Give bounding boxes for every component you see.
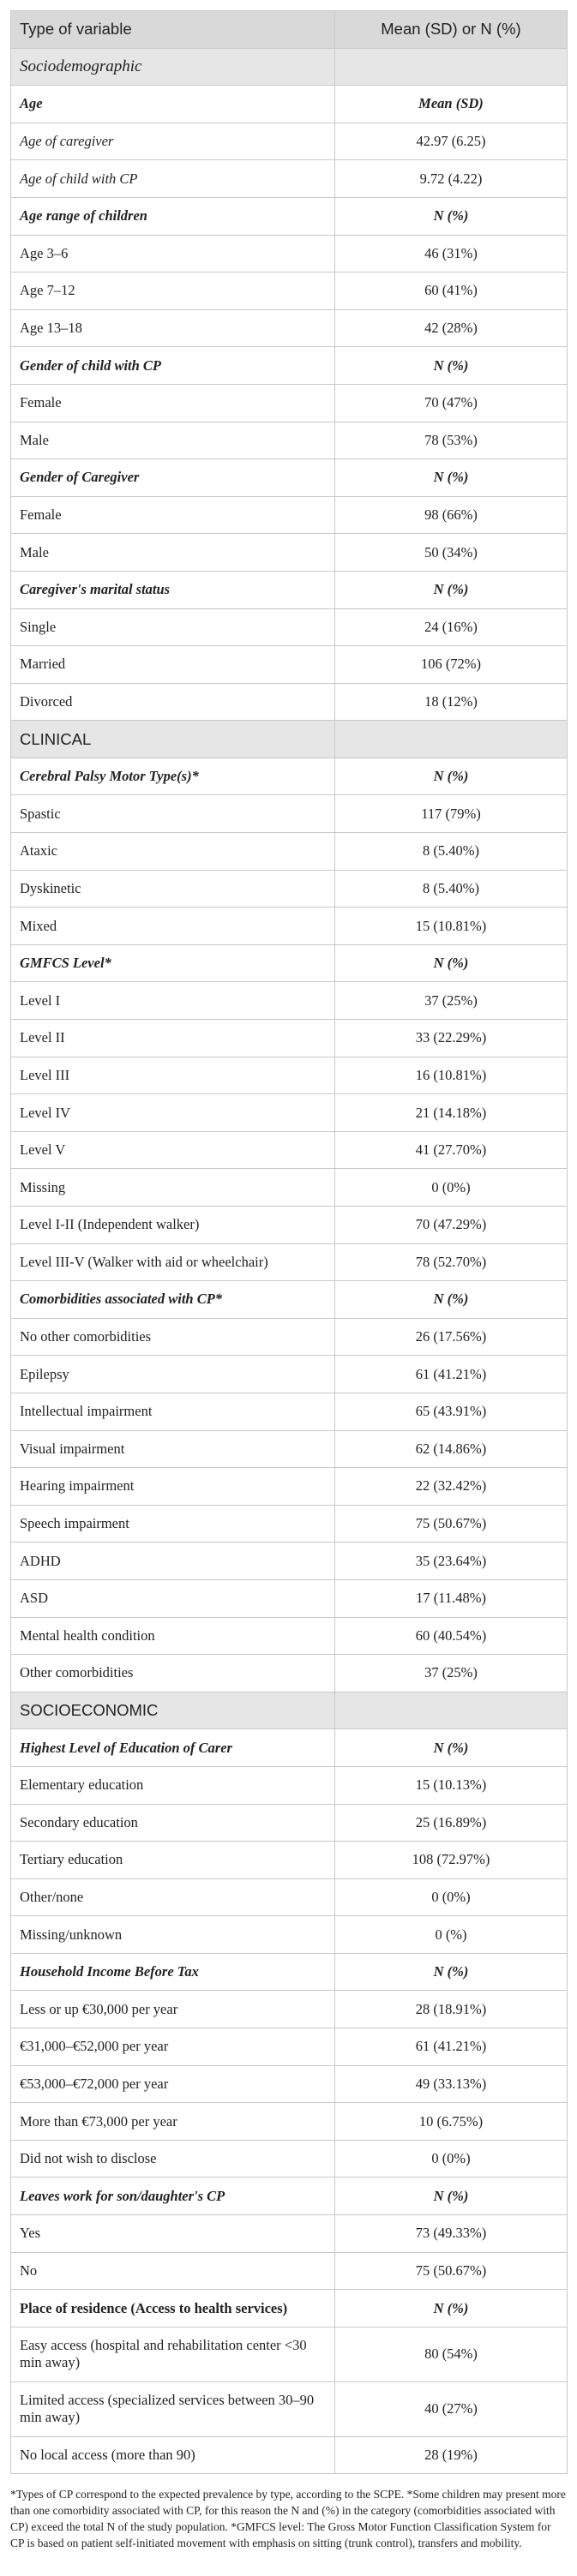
- table-row: [11, 2065, 568, 2103]
- table-row: [11, 1057, 568, 1094]
- value-cell: 46 (31%): [335, 235, 568, 273]
- variable-cell: No local access (more than 90): [11, 2436, 335, 2474]
- table-row: [11, 2028, 568, 2066]
- variable-cell: Hearing impairment: [11, 1468, 335, 1506]
- subheader-row: [11, 571, 568, 608]
- table-row: [11, 1878, 568, 1916]
- variable-cell: Level V: [11, 1131, 335, 1169]
- value-cell: 60 (41%): [335, 273, 568, 310]
- value-cell: N (%): [335, 1729, 568, 1767]
- value-cell: 28 (19%): [335, 2436, 568, 2474]
- variable-cell: Visual impairment: [11, 1430, 335, 1468]
- value-cell: 17 (11.48%): [335, 1579, 568, 1617]
- value-cell: 62 (14.86%): [335, 1430, 568, 1468]
- subheader-row: [11, 459, 568, 497]
- variable-cell: Leaves work for son/daughter's CP: [11, 2178, 335, 2215]
- value-cell: N (%): [335, 2178, 568, 2215]
- table-footnote: *Types of CP correspond to the expected prevalence by type, according to the SCPE. *Some children may present more than one comorbidity associated with CP, for this reason the N and (%) in the category (comorbidities associated with CP) exceed the total N of the study population. *GMFCS level: The Gross Motor Function Classification System for CP is based on patient self-initiated movement with emphasis on sitting (trunk control), transfers and mobility.: [10, 2488, 566, 2550]
- value-cell: 65 (43.91%): [335, 1393, 568, 1430]
- value-cell: N (%): [335, 197, 568, 235]
- variable-cell: Dyskinetic: [11, 870, 335, 908]
- variable-cell: ADHD: [11, 1543, 335, 1580]
- table-row: [11, 2381, 568, 2436]
- table-row: [11, 1916, 568, 1954]
- variable-cell: Did not wish to disclose: [11, 2140, 335, 2178]
- variable-cell: Age: [11, 86, 335, 123]
- subheader-row: [11, 1729, 568, 1767]
- variable-cell: Male: [11, 422, 335, 459]
- variable-cell: Divorced: [11, 683, 335, 721]
- variable-cell: Spastic: [11, 795, 335, 833]
- variable-cell: Sociodemographic: [11, 48, 335, 86]
- table-body: [11, 48, 568, 2474]
- table-row: [11, 1543, 568, 1580]
- variable-cell: Household Income Before Tax: [11, 1953, 335, 1991]
- value-cell: N (%): [335, 1953, 568, 1991]
- table-row: [11, 1356, 568, 1393]
- variable-cell: Highest Level of Education of Carer: [11, 1729, 335, 1767]
- subheader-row: [11, 2178, 568, 2215]
- variable-cell: Limited access (specialized services between 30–90 min away): [11, 2381, 335, 2436]
- value-cell: N (%): [335, 944, 568, 982]
- variable-cell: Single: [11, 608, 335, 646]
- value-cell: 61 (41.21%): [335, 1356, 568, 1393]
- table-row: [11, 1020, 568, 1057]
- value-cell: 75 (50.67%): [335, 2252, 568, 2290]
- variable-cell: Gender of child with CP: [11, 347, 335, 385]
- variable-cell: CLINICAL: [11, 721, 335, 758]
- value-cell: 108 (72.97%): [335, 1842, 568, 1879]
- value-cell: N (%): [335, 459, 568, 497]
- variable-cell: Age of child with CP: [11, 160, 335, 198]
- variable-cell: No: [11, 2252, 335, 2290]
- variable-cell: €31,000–€52,000 per year: [11, 2028, 335, 2066]
- variable-cell: Age 13–18: [11, 309, 335, 347]
- value-cell: 24 (16%): [335, 608, 568, 646]
- value-cell: 16 (10.81%): [335, 1057, 568, 1094]
- table-row: [11, 422, 568, 459]
- table-row: [11, 123, 568, 160]
- variable-cell: No other comorbidities: [11, 1318, 335, 1356]
- section-row: [11, 48, 568, 86]
- value-cell: 40 (27%): [335, 2381, 568, 2436]
- table-row: [11, 833, 568, 871]
- variable-cell: Level III-V (Walker with aid or wheelchair): [11, 1243, 335, 1281]
- table-row: [11, 1468, 568, 1506]
- header-mean-sd-or-n: Mean (SD) or N (%): [335, 11, 568, 49]
- variable-cell: Secondary education: [11, 1804, 335, 1842]
- subheader-row: [11, 347, 568, 385]
- table-row: [11, 870, 568, 908]
- table-row: [11, 1393, 568, 1430]
- value-cell: 80 (54%): [335, 2327, 568, 2381]
- value-cell: 26 (17.56%): [335, 1318, 568, 1356]
- table-row: [11, 908, 568, 945]
- table-row: [11, 1094, 568, 1132]
- table-row: [11, 683, 568, 721]
- table-row: [11, 1804, 568, 1842]
- table-row: [11, 1318, 568, 1356]
- value-cell: [335, 48, 568, 86]
- value-cell: Mean (SD): [335, 86, 568, 123]
- table-row: [11, 235, 568, 273]
- value-cell: 117 (79%): [335, 795, 568, 833]
- variable-cell: Male: [11, 534, 335, 572]
- variable-cell: ASD: [11, 1579, 335, 1617]
- variable-cell: Tertiary education: [11, 1842, 335, 1879]
- value-cell: 8 (5.40%): [335, 833, 568, 871]
- table-row: [11, 1505, 568, 1543]
- value-cell: 0 (%): [335, 1916, 568, 1954]
- value-cell: N (%): [335, 758, 568, 795]
- value-cell: 15 (10.81%): [335, 908, 568, 945]
- table-row: [11, 160, 568, 198]
- variable-cell: Easy access (hospital and rehabilitation center <30 min away): [11, 2327, 335, 2381]
- value-cell: 0 (0%): [335, 2140, 568, 2178]
- table-row: [11, 646, 568, 684]
- variable-cell: Place of residence (Access to health services): [11, 2290, 335, 2327]
- value-cell: 50 (34%): [335, 534, 568, 572]
- variable-cell: Less or up €30,000 per year: [11, 1991, 335, 2028]
- variable-cell: Ataxic: [11, 833, 335, 871]
- value-cell: N (%): [335, 1281, 568, 1319]
- table-row: [11, 1579, 568, 1617]
- variable-cell: Female: [11, 384, 335, 422]
- value-cell: N (%): [335, 2290, 568, 2327]
- table-row: [11, 2215, 568, 2253]
- value-cell: 75 (50.67%): [335, 1505, 568, 1543]
- table-row: [11, 1169, 568, 1207]
- section-row: [11, 721, 568, 758]
- table-row: [11, 1842, 568, 1879]
- variable-cell: Other/none: [11, 1878, 335, 1916]
- characteristics-table: [10, 10, 568, 2474]
- variable-cell: Missing: [11, 1169, 335, 1207]
- value-cell: 18 (12%): [335, 683, 568, 721]
- variable-cell: Yes: [11, 2215, 335, 2253]
- table-header-row: [11, 11, 568, 49]
- value-cell: 60 (40.54%): [335, 1617, 568, 1655]
- value-cell: 28 (18.91%): [335, 1991, 568, 2028]
- variable-cell: Age 7–12: [11, 273, 335, 310]
- value-cell: 73 (49.33%): [335, 2215, 568, 2253]
- variable-cell: €53,000–€72,000 per year: [11, 2065, 335, 2103]
- value-cell: 15 (10.13%): [335, 1766, 568, 1804]
- subheader-row: [11, 1281, 568, 1319]
- table-row: [11, 2327, 568, 2381]
- table-row: [11, 608, 568, 646]
- variable-cell: Level I-II (Independent walker): [11, 1207, 335, 1244]
- table-row: [11, 1430, 568, 1468]
- value-cell: 42.97 (6.25): [335, 123, 568, 160]
- table-row: [11, 2436, 568, 2474]
- variable-cell: Level IV: [11, 1094, 335, 1132]
- value-cell: 9.72 (4.22): [335, 160, 568, 198]
- variable-cell: Married: [11, 646, 335, 684]
- variable-cell: Age range of children: [11, 197, 335, 235]
- table-row: [11, 1131, 568, 1169]
- value-cell: 106 (72%): [335, 646, 568, 684]
- table-row: [11, 982, 568, 1020]
- variable-cell: More than €73,000 per year: [11, 2103, 335, 2141]
- value-cell: [335, 721, 568, 758]
- value-cell: 98 (66%): [335, 496, 568, 534]
- variable-cell: Mixed: [11, 908, 335, 945]
- variable-cell: Age of caregiver: [11, 123, 335, 160]
- value-cell: 61 (41.21%): [335, 2028, 568, 2066]
- subheader-row: [11, 1953, 568, 1991]
- subheader-row: [11, 2290, 568, 2327]
- section-row: [11, 1692, 568, 1729]
- table-row: [11, 534, 568, 572]
- variable-cell: Intellectual impairment: [11, 1393, 335, 1430]
- value-cell: 37 (25%): [335, 982, 568, 1020]
- variable-cell: Female: [11, 496, 335, 534]
- value-cell: 22 (32.42%): [335, 1468, 568, 1506]
- table-row: [11, 1207, 568, 1244]
- value-cell: 37 (25%): [335, 1655, 568, 1692]
- table-row: [11, 1991, 568, 2028]
- value-cell: 35 (23.64%): [335, 1543, 568, 1580]
- table-row: [11, 1617, 568, 1655]
- variable-cell: Elementary education: [11, 1766, 335, 1804]
- table-row: [11, 1766, 568, 1804]
- variable-cell: Comorbidities associated with CP*: [11, 1281, 335, 1319]
- subheader-row: [11, 944, 568, 982]
- variable-cell: Epilepsy: [11, 1356, 335, 1393]
- variable-cell: Caregiver's marital status: [11, 571, 335, 608]
- value-cell: 70 (47%): [335, 384, 568, 422]
- variable-cell: Gender of Caregiver: [11, 459, 335, 497]
- value-cell: 70 (47.29%): [335, 1207, 568, 1244]
- table-row: [11, 2140, 568, 2178]
- value-cell: [335, 1692, 568, 1729]
- subheader-row: [11, 758, 568, 795]
- value-cell: 8 (5.40%): [335, 870, 568, 908]
- table-row: [11, 309, 568, 347]
- variable-cell: SOCIOECONOMIC: [11, 1692, 335, 1729]
- table-row: [11, 2252, 568, 2290]
- variable-cell: GMFCS Level*: [11, 944, 335, 982]
- value-cell: 49 (33.13%): [335, 2065, 568, 2103]
- table-row: [11, 795, 568, 833]
- variable-cell: Speech impairment: [11, 1505, 335, 1543]
- value-cell: 25 (16.89%): [335, 1804, 568, 1842]
- variable-cell: Age 3–6: [11, 235, 335, 273]
- value-cell: 41 (27.70%): [335, 1131, 568, 1169]
- value-cell: 0 (0%): [335, 1169, 568, 1207]
- value-cell: 21 (14.18%): [335, 1094, 568, 1132]
- variable-cell: Level III: [11, 1057, 335, 1094]
- variable-cell: Missing/unknown: [11, 1916, 335, 1954]
- value-cell: N (%): [335, 347, 568, 385]
- header-type-of-variable: Type of variable: [11, 11, 335, 49]
- value-cell: 42 (28%): [335, 309, 568, 347]
- variable-cell: Level I: [11, 982, 335, 1020]
- subheader-row: [11, 86, 568, 123]
- value-cell: 33 (22.29%): [335, 1020, 568, 1057]
- value-cell: 78 (52.70%): [335, 1243, 568, 1281]
- table-row: [11, 1655, 568, 1692]
- value-cell: 0 (0%): [335, 1878, 568, 1916]
- variable-cell: Level II: [11, 1020, 335, 1057]
- table-row: [11, 496, 568, 534]
- variable-cell: Cerebral Palsy Motor Type(s)*: [11, 758, 335, 795]
- value-cell: N (%): [335, 571, 568, 608]
- table-row: [11, 384, 568, 422]
- value-cell: 78 (53%): [335, 422, 568, 459]
- variable-cell: Other comorbidities: [11, 1655, 335, 1692]
- table-row: [11, 273, 568, 310]
- variable-cell: Mental health condition: [11, 1617, 335, 1655]
- value-cell: 10 (6.75%): [335, 2103, 568, 2141]
- subheader-row: [11, 197, 568, 235]
- table-row: [11, 1243, 568, 1281]
- table-row: [11, 2103, 568, 2141]
